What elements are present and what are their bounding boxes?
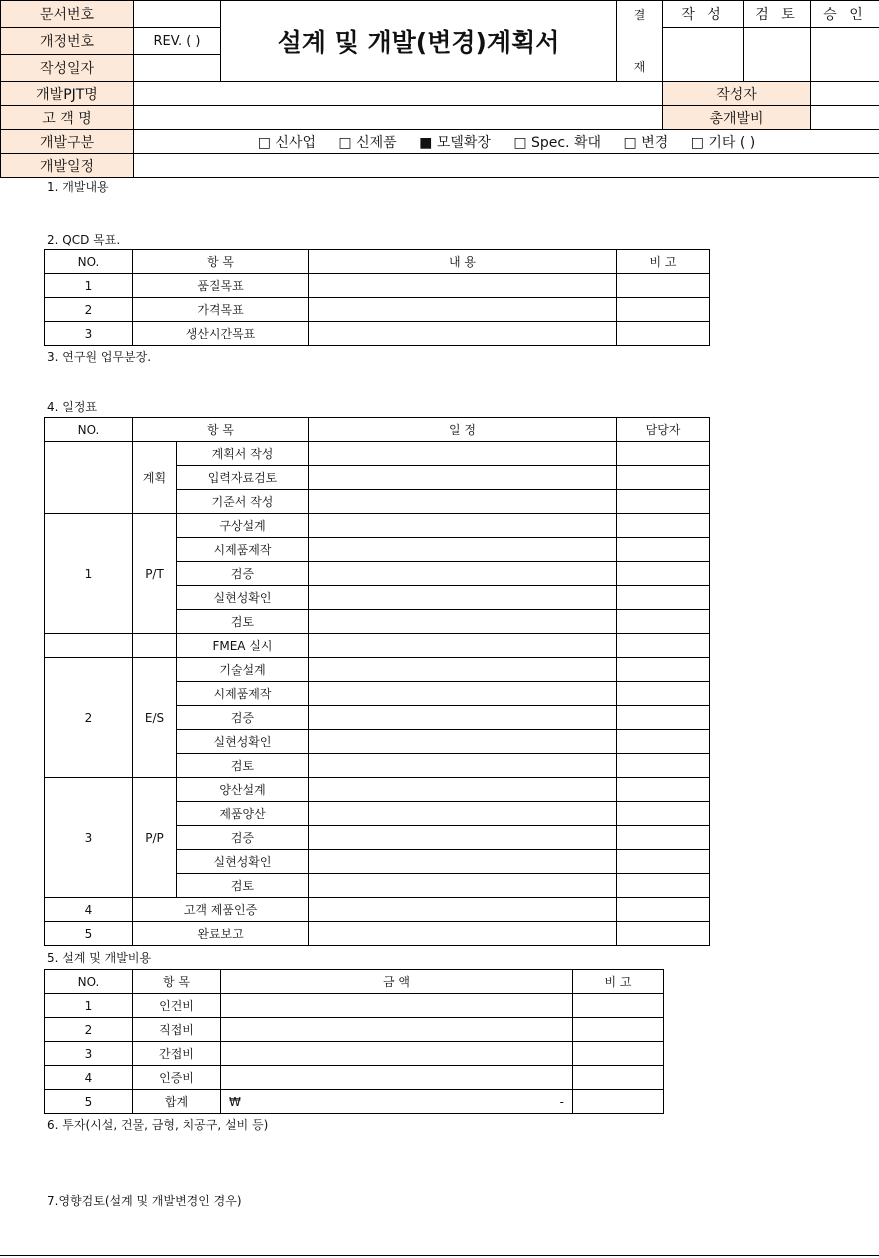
schedule-item-final: 완료보고 bbox=[133, 922, 309, 946]
cost-item: 간접비 bbox=[133, 1042, 221, 1066]
cost-header-item: 항 목 bbox=[133, 970, 221, 994]
schedule-date-cell[interactable] bbox=[309, 898, 617, 922]
schedule-no: 1 bbox=[45, 514, 133, 634]
schedule-owner-cell[interactable] bbox=[617, 490, 710, 514]
table-row bbox=[45, 1042, 664, 1066]
schedule-item: 기준서 작성 bbox=[177, 490, 309, 514]
cost-note-cell[interactable] bbox=[573, 1066, 664, 1090]
cost-item: 인건비 bbox=[133, 994, 221, 1018]
date-label: 작성일자 bbox=[1, 55, 134, 82]
cost-amount-cell[interactable] bbox=[221, 994, 573, 1018]
table-header-row bbox=[45, 970, 664, 994]
schedule-owner-cell[interactable] bbox=[617, 922, 710, 946]
schedule-date-cell[interactable] bbox=[309, 922, 617, 946]
schedule-field[interactable] bbox=[134, 154, 879, 178]
schedule-date-cell[interactable] bbox=[309, 562, 617, 586]
qcd-header-content: 내 용 bbox=[309, 250, 617, 274]
schedule-date-cell[interactable] bbox=[309, 730, 617, 754]
schedule-owner-cell[interactable] bbox=[617, 778, 710, 802]
schedule-group-es: E/S bbox=[133, 658, 177, 778]
type-option-change[interactable]: □ 변경 bbox=[623, 134, 669, 151]
schedule-date-cell[interactable] bbox=[309, 538, 617, 562]
schedule-date-cell[interactable] bbox=[309, 610, 617, 634]
total-value: - bbox=[559, 1094, 564, 1109]
schedule-no: 3 bbox=[45, 778, 133, 898]
schedule-table bbox=[44, 417, 710, 946]
cost-note-cell[interactable] bbox=[573, 1090, 664, 1114]
schedule-no: 5 bbox=[45, 922, 133, 946]
document-title: 설계 및 개발(변경)계획서 bbox=[221, 1, 617, 82]
type-option-new-business[interactable]: □ 신사업 bbox=[257, 134, 316, 151]
schedule-item-cert: 고객 제품인증 bbox=[133, 898, 309, 922]
qcd-header-item: 항 목 bbox=[133, 250, 309, 274]
schedule-owner-cell[interactable] bbox=[617, 754, 710, 778]
schedule-date-cell[interactable] bbox=[309, 634, 617, 658]
schedule-date-cell[interactable] bbox=[309, 586, 617, 610]
schedule-item: 계획서 작성 bbox=[177, 442, 309, 466]
qcd-item: 생산시간목표 bbox=[133, 322, 309, 346]
schedule-label: 개발일정 bbox=[1, 154, 134, 178]
schedule-item: 시제품제작 bbox=[177, 682, 309, 706]
customer-label: 고 객 명 bbox=[1, 106, 134, 130]
approval-header-approve: 승 인 bbox=[811, 1, 879, 28]
doc-no-field[interactable] bbox=[134, 1, 221, 28]
schedule-header-owner: 담당자 bbox=[617, 418, 710, 442]
schedule-header-item: 항 목 bbox=[133, 418, 309, 442]
table-row bbox=[45, 898, 710, 922]
approval-sign-approve[interactable] bbox=[811, 28, 879, 82]
schedule-owner-cell[interactable] bbox=[617, 610, 710, 634]
cost-header-note: 비 고 bbox=[573, 970, 664, 994]
cost-item: 직접비 bbox=[133, 1018, 221, 1042]
qcd-note-cell[interactable] bbox=[617, 298, 710, 322]
schedule-date-cell[interactable] bbox=[309, 850, 617, 874]
approval-header-review: 검 토 bbox=[744, 1, 811, 28]
cost-no: 1 bbox=[45, 994, 133, 1018]
table-header-row bbox=[45, 250, 710, 274]
approval-label-2: 재 bbox=[633, 60, 646, 74]
schedule-owner-cell[interactable] bbox=[617, 682, 710, 706]
schedule-item: 검토 bbox=[177, 874, 309, 898]
section-1-heading: 1. 개발내용 bbox=[47, 180, 109, 194]
header-table bbox=[0, 0, 879, 178]
table-row bbox=[45, 658, 710, 682]
schedule-item: 양산설계 bbox=[177, 778, 309, 802]
cost-amount-cell[interactable] bbox=[221, 1018, 573, 1042]
cost-note-cell[interactable] bbox=[573, 994, 664, 1018]
section-2-heading: 2. QCD 목표. bbox=[47, 233, 121, 247]
schedule-item: 실현성확인 bbox=[177, 850, 309, 874]
schedule-owner-cell[interactable] bbox=[617, 586, 710, 610]
cost-amount-cell[interactable] bbox=[221, 1042, 573, 1066]
section-4-heading: 4. 일정표 bbox=[47, 400, 98, 414]
section-3-heading: 3. 연구원 업무분장. bbox=[47, 350, 152, 364]
schedule-date-cell[interactable] bbox=[309, 466, 617, 490]
table-row bbox=[45, 778, 710, 802]
writer-label: 작성자 bbox=[663, 82, 811, 106]
qcd-item: 가격목표 bbox=[133, 298, 309, 322]
schedule-no bbox=[45, 634, 133, 658]
schedule-item: 시제품제작 bbox=[177, 538, 309, 562]
schedule-item: 실현성확인 bbox=[177, 586, 309, 610]
schedule-owner-cell[interactable] bbox=[617, 802, 710, 826]
schedule-item: 검토 bbox=[177, 610, 309, 634]
table-row bbox=[45, 634, 710, 658]
schedule-owner-cell[interactable] bbox=[617, 634, 710, 658]
schedule-owner-cell[interactable] bbox=[617, 874, 710, 898]
currency-symbol: ₩ bbox=[229, 1094, 241, 1109]
schedule-group-pp: P/P bbox=[133, 778, 177, 898]
table-row bbox=[45, 442, 710, 466]
schedule-owner-cell[interactable] bbox=[617, 898, 710, 922]
qcd-table bbox=[44, 249, 710, 346]
date-field[interactable] bbox=[134, 55, 221, 82]
schedule-owner-cell[interactable] bbox=[617, 730, 710, 754]
schedule-owner-cell[interactable] bbox=[617, 466, 710, 490]
schedule-owner-cell[interactable] bbox=[617, 538, 710, 562]
type-option-other[interactable]: □ 기타 ( ) bbox=[690, 134, 756, 151]
qcd-no: 2 bbox=[45, 298, 133, 322]
approval-header-write: 작 성 bbox=[663, 1, 744, 28]
table-row bbox=[45, 298, 710, 322]
schedule-date-cell[interactable] bbox=[309, 874, 617, 898]
schedule-date-cell[interactable] bbox=[309, 682, 617, 706]
table-row bbox=[45, 1066, 664, 1090]
schedule-owner-cell[interactable] bbox=[617, 514, 710, 538]
cost-no: 3 bbox=[45, 1042, 133, 1066]
cost-item-total: 합계 bbox=[133, 1090, 221, 1114]
schedule-item: 기술설계 bbox=[177, 658, 309, 682]
schedule-date-cell[interactable] bbox=[309, 778, 617, 802]
schedule-date-cell[interactable] bbox=[309, 514, 617, 538]
page-bottom-border bbox=[0, 1255, 879, 1256]
cost-table bbox=[44, 969, 664, 1114]
schedule-item-fmea: FMEA 실시 bbox=[177, 634, 309, 658]
type-option-spec-expansion[interactable]: □ Spec. 확대 bbox=[513, 134, 602, 151]
schedule-header-no: NO. bbox=[45, 418, 133, 442]
cost-note-cell[interactable] bbox=[573, 1018, 664, 1042]
table-row bbox=[45, 922, 710, 946]
section-7-heading: 7.영향검토(설계 및 개발변경인 경우) bbox=[47, 1194, 242, 1208]
pjt-field[interactable] bbox=[134, 82, 663, 106]
schedule-date-cell[interactable] bbox=[309, 802, 617, 826]
schedule-item: 검토 bbox=[177, 754, 309, 778]
rev-field[interactable]: REV. ( ) bbox=[134, 28, 221, 55]
type-label: 개발구분 bbox=[1, 130, 134, 154]
schedule-owner-cell[interactable] bbox=[617, 706, 710, 730]
qcd-content-cell[interactable] bbox=[309, 298, 617, 322]
type-options bbox=[134, 130, 879, 154]
qcd-content-cell[interactable] bbox=[309, 322, 617, 346]
table-row bbox=[45, 274, 710, 298]
section-6-heading: 6. 투자(시설, 건물, 금형, 치공구, 설비 등) bbox=[47, 1118, 269, 1132]
table-row bbox=[45, 994, 664, 1018]
type-option-model-expansion[interactable]: ■ 모델확장 bbox=[419, 134, 491, 151]
table-header-row bbox=[45, 418, 710, 442]
schedule-date-cell[interactable] bbox=[309, 706, 617, 730]
schedule-item: 제품양산 bbox=[177, 802, 309, 826]
table-row bbox=[45, 1090, 664, 1114]
cost-total-amount[interactable] bbox=[221, 1090, 573, 1114]
schedule-item: 입력자료검토 bbox=[177, 466, 309, 490]
qcd-header-no: NO. bbox=[45, 250, 133, 274]
schedule-owner-cell[interactable] bbox=[617, 826, 710, 850]
total-cost-label: 총개발비 bbox=[663, 106, 811, 130]
customer-field[interactable] bbox=[134, 106, 663, 130]
schedule-owner-cell[interactable] bbox=[617, 658, 710, 682]
total-cost-field[interactable] bbox=[811, 106, 879, 130]
qcd-content-cell[interactable] bbox=[309, 274, 617, 298]
schedule-owner-cell[interactable] bbox=[617, 442, 710, 466]
section-5-heading: 5. 설계 및 개발비용 bbox=[47, 951, 152, 965]
schedule-date-cell[interactable] bbox=[309, 490, 617, 514]
schedule-item: 검증 bbox=[177, 826, 309, 850]
schedule-group-plan: 계획 bbox=[133, 442, 177, 514]
writer-field[interactable] bbox=[811, 82, 879, 106]
table-row bbox=[45, 322, 710, 346]
schedule-item: 실현성확인 bbox=[177, 730, 309, 754]
qcd-note-cell[interactable] bbox=[617, 274, 710, 298]
schedule-item: 구상설계 bbox=[177, 514, 309, 538]
schedule-group bbox=[133, 634, 177, 658]
schedule-date-cell[interactable] bbox=[309, 754, 617, 778]
schedule-date-cell[interactable] bbox=[309, 658, 617, 682]
cost-item: 인증비 bbox=[133, 1066, 221, 1090]
doc-no-label: 문서번호 bbox=[1, 1, 134, 28]
cost-note-cell[interactable] bbox=[573, 1042, 664, 1066]
qcd-no: 3 bbox=[45, 322, 133, 346]
schedule-group-pt: P/T bbox=[133, 514, 177, 634]
cost-no: 5 bbox=[45, 1090, 133, 1114]
schedule-no: 2 bbox=[45, 658, 133, 778]
cost-header-amount: 금 액 bbox=[221, 970, 573, 994]
schedule-item: 검증 bbox=[177, 706, 309, 730]
schedule-header-date: 일 정 bbox=[309, 418, 617, 442]
rev-label: 개정번호 bbox=[1, 28, 134, 55]
qcd-item: 품질목표 bbox=[133, 274, 309, 298]
table-row bbox=[45, 1018, 664, 1042]
qcd-header-note: 비 고 bbox=[617, 250, 710, 274]
schedule-item: 검증 bbox=[177, 562, 309, 586]
schedule-owner-cell[interactable] bbox=[617, 562, 710, 586]
qcd-no: 1 bbox=[45, 274, 133, 298]
qcd-note-cell[interactable] bbox=[617, 322, 710, 346]
schedule-no: 4 bbox=[45, 898, 133, 922]
schedule-date-cell[interactable] bbox=[309, 826, 617, 850]
approval-label-1: 결 bbox=[633, 8, 646, 22]
table-row bbox=[45, 514, 710, 538]
cost-header-no: NO. bbox=[45, 970, 133, 994]
approval-label bbox=[617, 1, 663, 82]
schedule-no bbox=[45, 442, 133, 514]
cost-no: 2 bbox=[45, 1018, 133, 1042]
schedule-date-cell[interactable] bbox=[309, 442, 617, 466]
pjt-label: 개발PJT명 bbox=[1, 82, 134, 106]
cost-no: 4 bbox=[45, 1066, 133, 1090]
schedule-owner-cell[interactable] bbox=[617, 850, 710, 874]
cost-amount-cell[interactable] bbox=[221, 1066, 573, 1090]
approval-sign-review[interactable] bbox=[744, 28, 811, 82]
type-option-new-product[interactable]: □ 신제품 bbox=[338, 134, 397, 151]
approval-sign-write[interactable] bbox=[663, 28, 744, 82]
